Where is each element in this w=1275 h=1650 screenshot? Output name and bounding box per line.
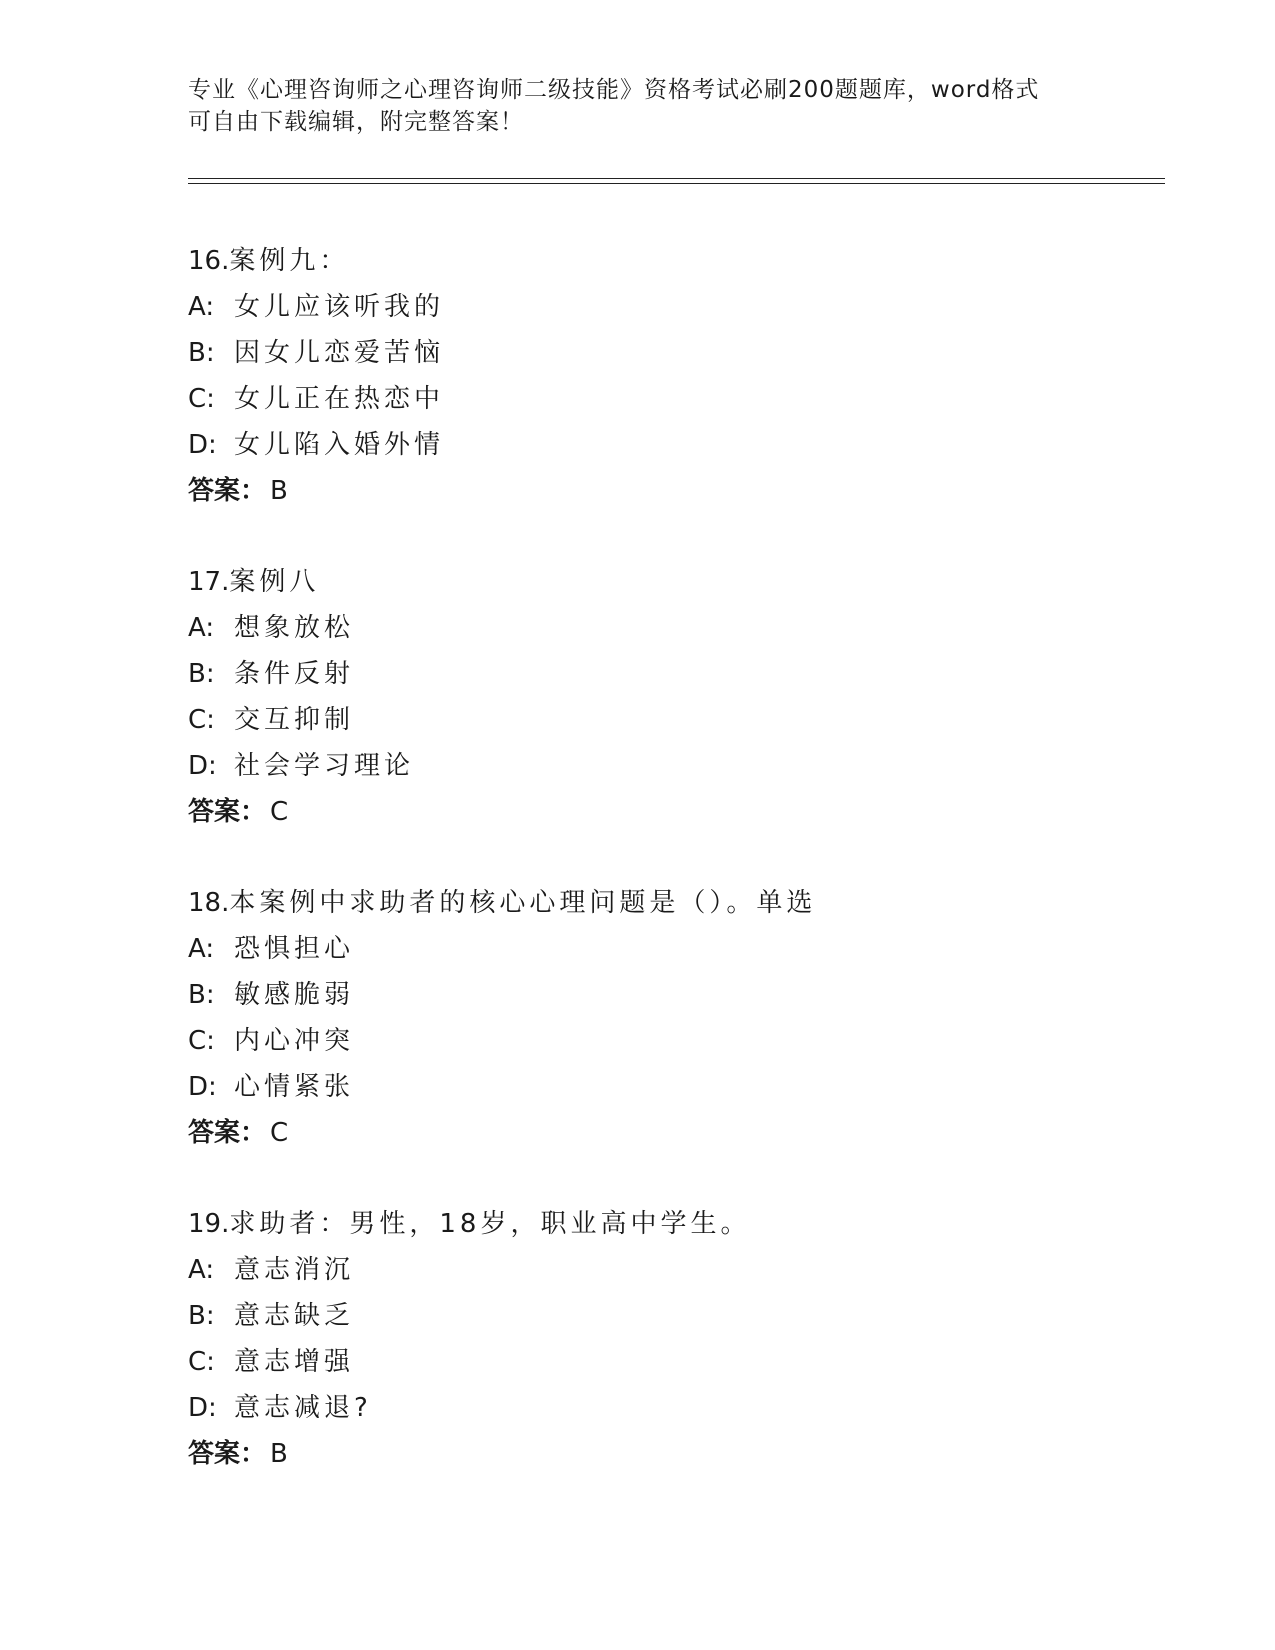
option-key: D: <box>188 751 217 781</box>
question-stem <box>188 1201 1138 1247</box>
question-stem <box>188 238 1138 284</box>
answer-value: C <box>270 797 289 827</box>
header-title-line-1: 专业《心理咨询师之心理咨询师二级技能》资格考试必刷200题题库，word格式 <box>188 77 1040 103</box>
option-text: 敏感脆弱 <box>234 980 355 1010</box>
option-text: 交互抑制 <box>234 705 355 735</box>
question-text: 求助者：男性，18岁，职业高中学生。 <box>229 1209 751 1239</box>
question-16 <box>188 238 1138 514</box>
option-key: C: <box>188 1347 215 1377</box>
option-key: D: <box>188 430 217 460</box>
question-text: 案例九： <box>229 246 350 276</box>
question-17 <box>188 559 1138 835</box>
header-divider-bottom <box>188 183 1165 184</box>
header-title-line-2: 可自由下载编辑，附完整答案！ <box>188 109 524 135</box>
option-text: 女儿陷入婚外情 <box>234 430 445 460</box>
answer-value: C <box>270 1118 289 1148</box>
option-text: 恐惧担心 <box>234 934 355 964</box>
option-c <box>188 1339 1138 1385</box>
question-text: 案例八 <box>229 567 320 597</box>
option-text: 意志缺乏 <box>234 1301 355 1331</box>
question-number: 17. <box>188 567 230 597</box>
option-a <box>188 284 1138 330</box>
option-text: 意志消沉 <box>234 1255 355 1285</box>
option-b <box>188 1293 1138 1339</box>
document-header <box>188 74 1088 138</box>
question-number: 16. <box>188 246 230 276</box>
answer-value: B <box>270 1439 288 1469</box>
answer-label: 答案： <box>188 476 267 506</box>
option-text: 条件反射 <box>234 659 355 689</box>
question-list <box>188 238 1138 1522</box>
option-key: B: <box>188 980 215 1010</box>
option-key: B: <box>188 338 215 368</box>
question-stem <box>188 559 1138 605</box>
option-text: 女儿正在热恋中 <box>234 384 445 414</box>
option-key: A: <box>188 1255 215 1285</box>
answer-value: B <box>270 476 288 506</box>
answer-line <box>188 1110 1138 1156</box>
option-d <box>188 1385 1138 1431</box>
header-divider-top <box>188 178 1165 179</box>
option-text: 社会学习理论 <box>234 751 415 781</box>
option-d <box>188 422 1138 468</box>
option-key: D: <box>188 1072 217 1102</box>
option-key: A: <box>188 292 215 322</box>
answer-line <box>188 1431 1138 1477</box>
option-key: A: <box>188 934 215 964</box>
option-b <box>188 651 1138 697</box>
option-text: 心情紧张 <box>234 1072 355 1102</box>
option-text: 意志增强 <box>234 1347 355 1377</box>
option-text: 因女儿恋爱苦恼 <box>234 338 445 368</box>
option-text: 想象放松 <box>234 613 355 643</box>
answer-label: 答案： <box>188 1118 267 1148</box>
question-number: 18. <box>188 888 230 918</box>
question-19 <box>188 1201 1138 1477</box>
answer-label: 答案： <box>188 1439 267 1469</box>
option-a <box>188 1247 1138 1293</box>
option-key: A: <box>188 613 215 643</box>
option-d <box>188 743 1138 789</box>
option-b <box>188 330 1138 376</box>
answer-label: 答案： <box>188 797 267 827</box>
option-text: 女儿应该听我的 <box>234 292 445 322</box>
option-key: C: <box>188 705 215 735</box>
option-c <box>188 1018 1138 1064</box>
option-b <box>188 972 1138 1018</box>
option-d <box>188 1064 1138 1110</box>
option-key: B: <box>188 659 215 689</box>
option-key: C: <box>188 1026 215 1056</box>
option-key: B: <box>188 1301 215 1331</box>
option-text: 意志减退? <box>234 1393 372 1423</box>
option-c <box>188 697 1138 743</box>
option-a <box>188 926 1138 972</box>
option-key: C: <box>188 384 215 414</box>
option-key: D: <box>188 1393 217 1423</box>
answer-line <box>188 468 1138 514</box>
question-stem <box>188 880 1138 926</box>
question-text: 本案例中求助者的核心心理问题是（）。单选 <box>229 888 817 918</box>
option-a <box>188 605 1138 651</box>
question-18 <box>188 880 1138 1156</box>
option-c <box>188 376 1138 422</box>
answer-line <box>188 789 1138 835</box>
question-number: 19. <box>188 1209 230 1239</box>
option-text: 内心冲突 <box>234 1026 355 1056</box>
